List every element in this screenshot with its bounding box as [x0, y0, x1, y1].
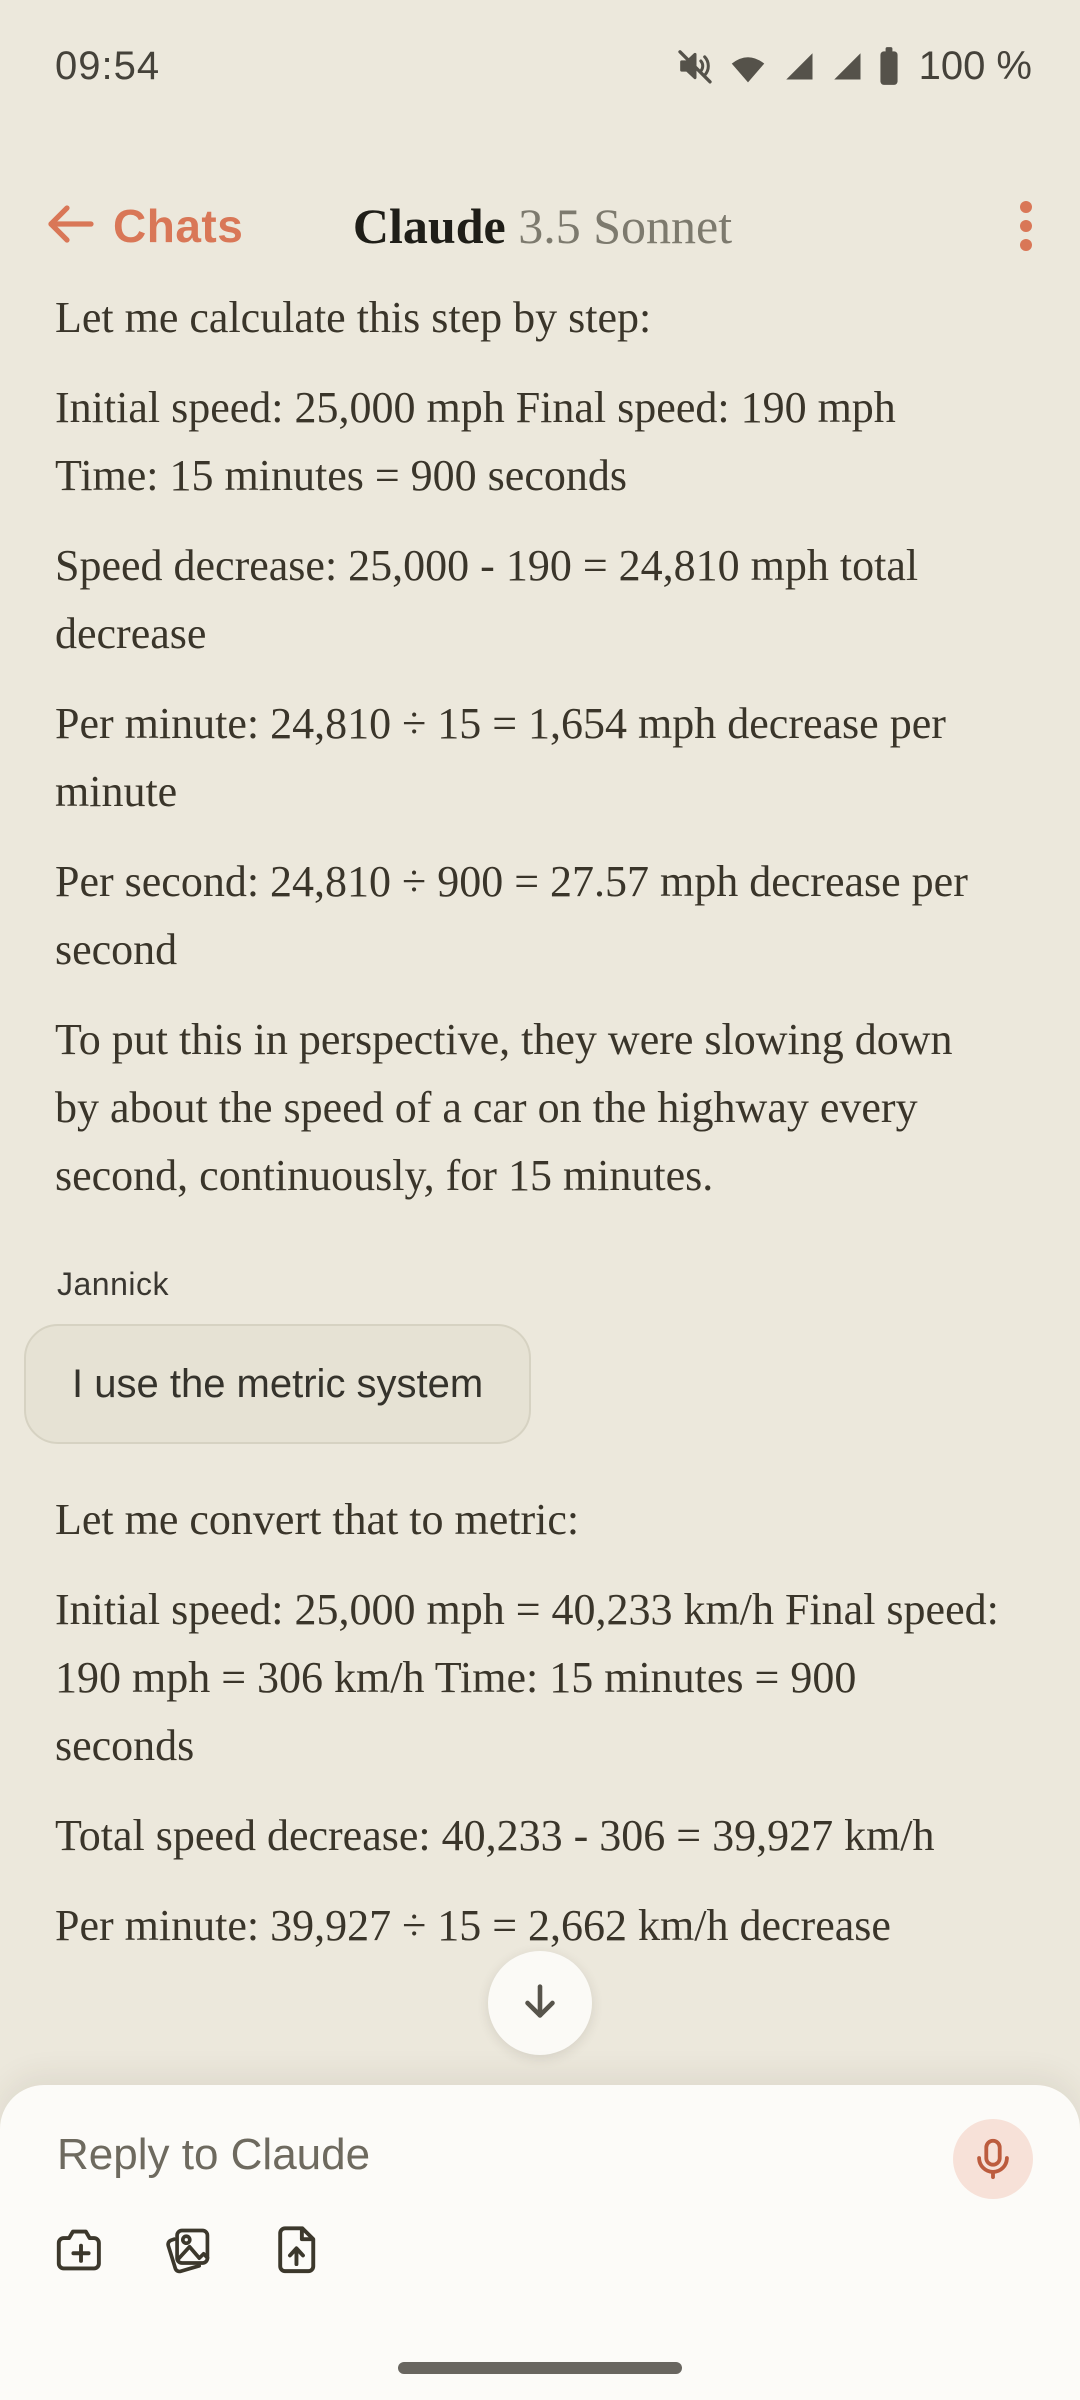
- attachment-toolbar: [55, 2225, 323, 2277]
- user-message-text: I use the metric system: [72, 1362, 484, 1406]
- assistant-paragraph: Let me calculate this step by step:: [55, 293, 652, 342]
- photo-library-icon: [163, 2224, 215, 2279]
- photo-library-button[interactable]: [163, 2225, 215, 2277]
- signal-sim1-icon: [781, 48, 817, 84]
- conversation-scroll-area[interactable]: [55, 250, 1000, 1982]
- battery-percent-label: 100 %: [918, 43, 1032, 88]
- file-upload-icon: [273, 2224, 321, 2279]
- back-to-chats-button[interactable]: [45, 199, 243, 253]
- arrow-down-icon: [517, 1979, 563, 2028]
- model-version: 3.5 Sonnet: [518, 198, 733, 254]
- scroll-to-bottom-button[interactable]: [488, 1951, 592, 2055]
- assistant-message: [55, 1486, 1000, 1960]
- wifi-icon: [727, 47, 769, 85]
- assistant-paragraph: Per second: 24,810 ÷ 900 = 27.57 mph decrease per second: [55, 857, 968, 974]
- user-name-label: Jannick: [57, 1266, 169, 1302]
- assistant-paragraph: Per minute: 24,810 ÷ 15 = 1,654 mph decrease per minute: [55, 699, 946, 816]
- assistant-paragraph: Total speed decrease: 40,233 - 306 = 39,927 km/h: [55, 1811, 935, 1860]
- assistant-paragraph: Initial speed: 25,000 mph = 40,233 km/h Final speed: 190 mph = 306 km/h Time: 15 minutes = 900 seconds: [55, 1585, 999, 1770]
- assistant-paragraph: Speed decrease: 25,000 - 190 = 24,810 mph total decrease: [55, 541, 919, 658]
- microphone-icon: [970, 2135, 1016, 2184]
- assistant-paragraph: Initial speed: 25,000 mph Final speed: 190 mph Time: 15 minutes = 900 seconds: [55, 383, 896, 500]
- camera-plus-icon: [55, 2224, 107, 2279]
- mic-button[interactable]: [953, 2119, 1033, 2199]
- assistant-paragraph: Per minute: 39,927 ÷ 15 = 2,662 km/h decrease: [55, 1901, 891, 1950]
- overflow-menu-button[interactable]: [1012, 193, 1040, 259]
- battery-full-icon: [877, 45, 901, 87]
- assistant-message: [55, 284, 1000, 1210]
- back-arrow-icon: [45, 202, 97, 251]
- gesture-handle-bar[interactable]: [398, 2362, 682, 2374]
- model-name: Claude: [352, 198, 506, 254]
- back-label: Chats: [113, 200, 244, 252]
- camera-plus-button[interactable]: [55, 2225, 107, 2277]
- reply-input[interactable]: Reply to Claude: [57, 2130, 371, 2179]
- assistant-paragraph: Let me convert that to metric:: [55, 1495, 580, 1544]
- composer-sheet: [0, 2085, 1080, 2400]
- clock: 09:54: [55, 43, 161, 88]
- assistant-paragraph: To put this in perspective, they were slowing down by about the speed of a car on the highway every second, continuously, for 15 minutes.: [55, 1015, 953, 1200]
- user-message-bubble: [24, 1324, 531, 1444]
- signal-sim2-icon: [829, 48, 865, 84]
- file-upload-button[interactable]: [271, 2225, 323, 2277]
- kebab-vertical-icon: [1020, 201, 1032, 213]
- status-bar: [55, 36, 1032, 96]
- sound-muted-icon: [675, 46, 715, 86]
- status-icons: [675, 44, 1032, 89]
